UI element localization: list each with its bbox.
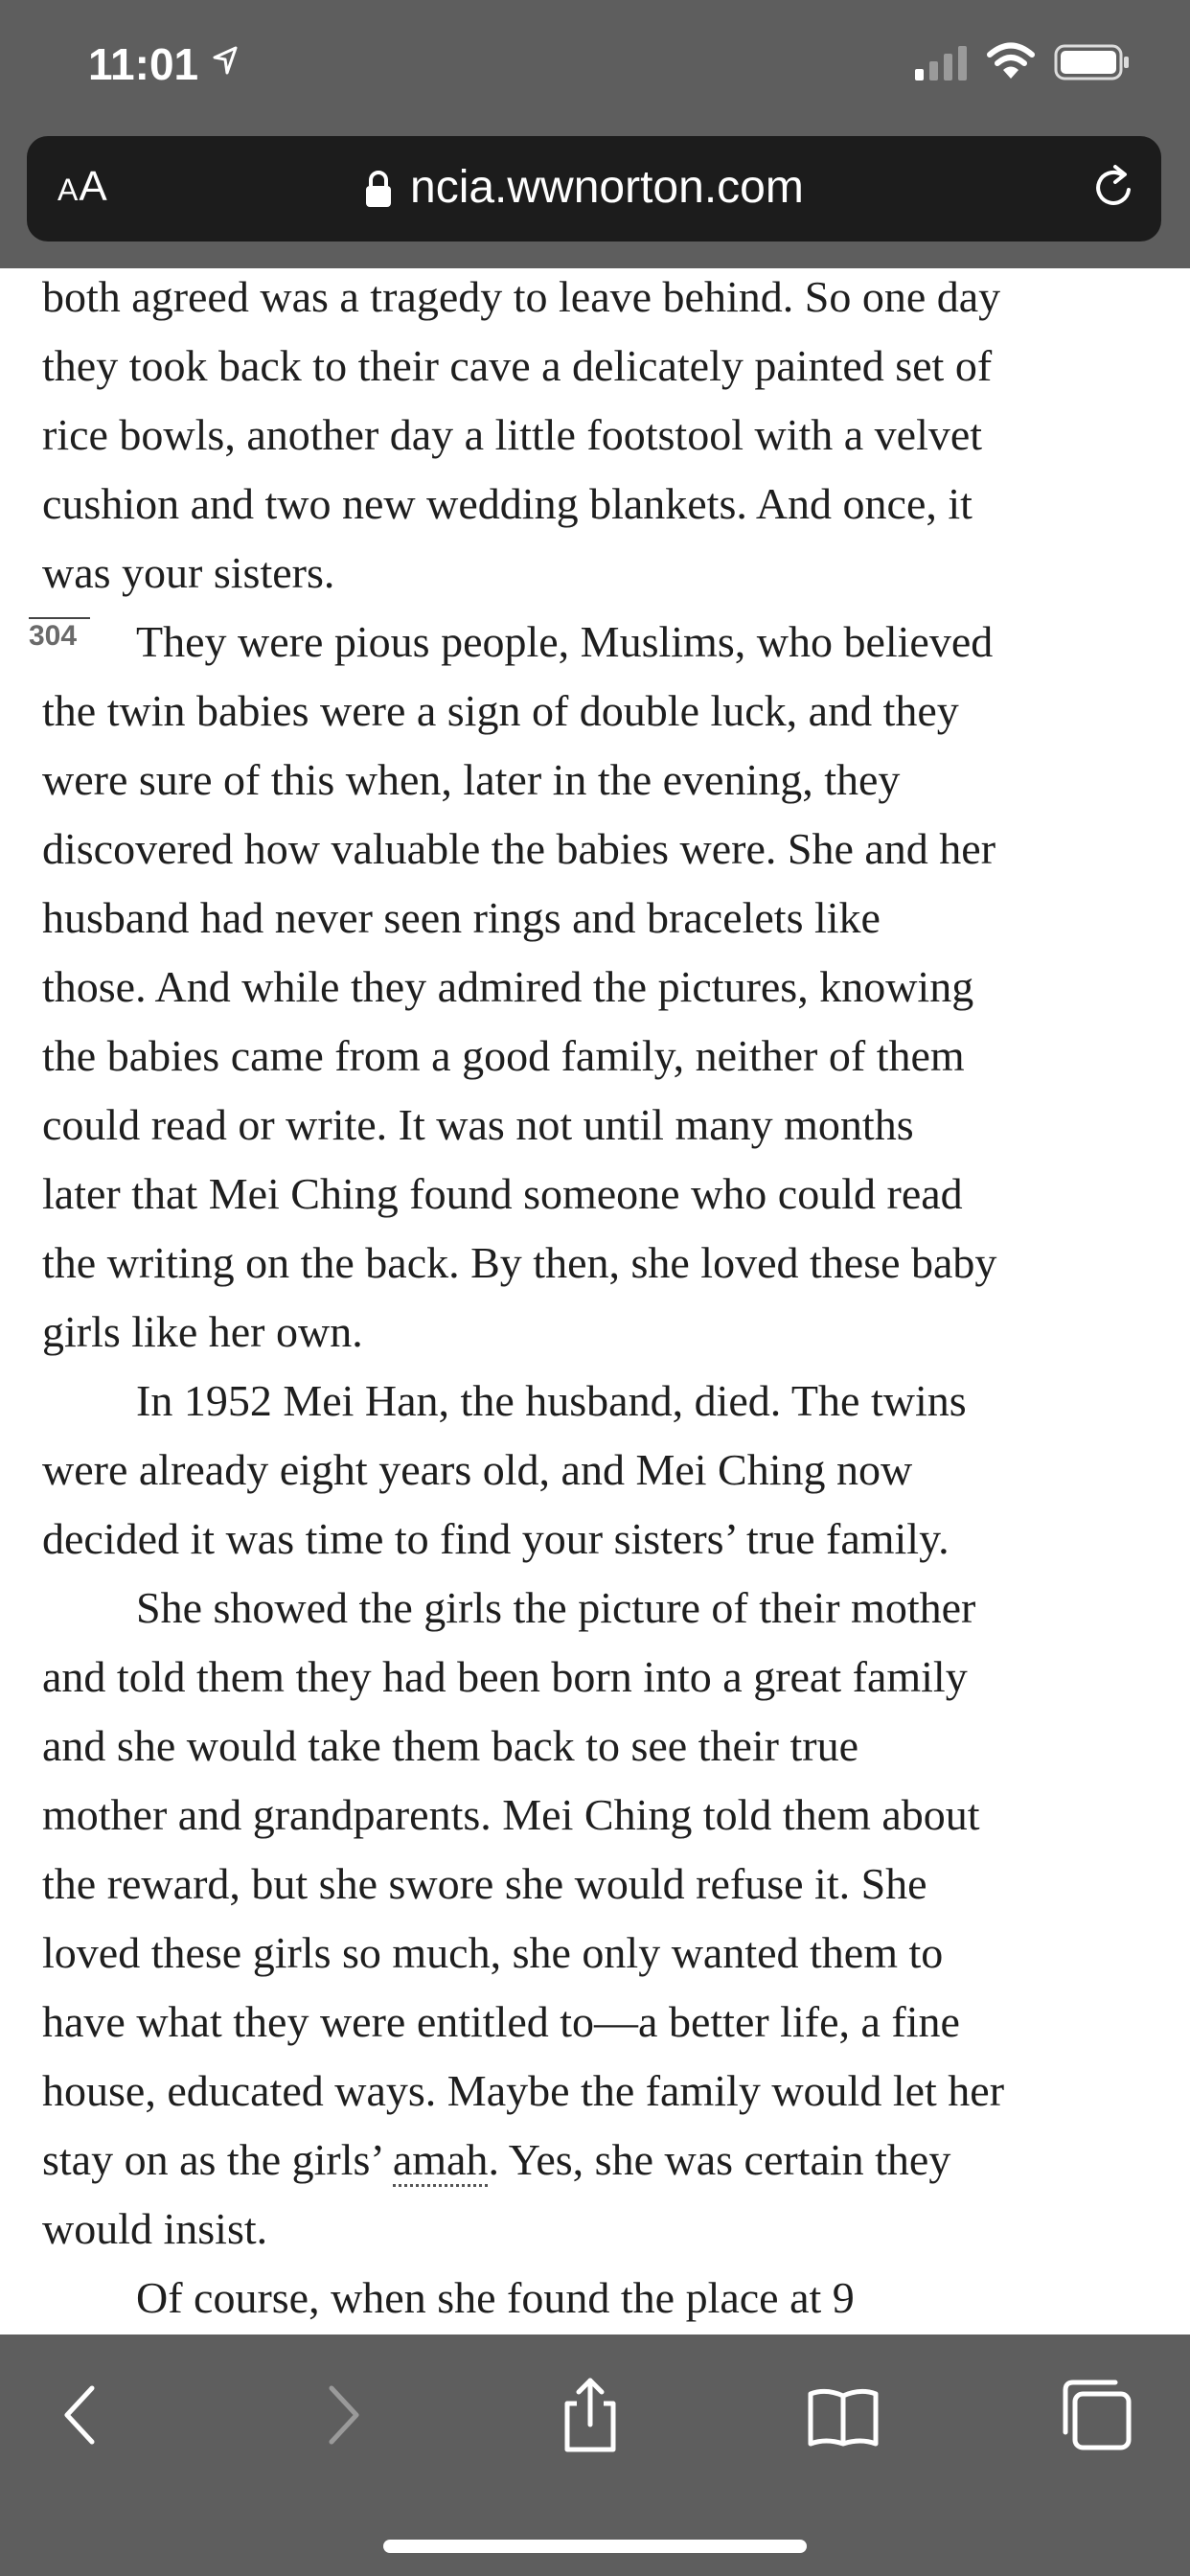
status-time: 11:01	[88, 39, 199, 89]
text-line: have what they were entitled to—a better life, a fine	[42, 1997, 960, 2046]
tabs-icon[interactable]	[1056, 2375, 1136, 2455]
text-line: decided it was time to find your sisters’ true family.	[42, 1514, 950, 1563]
chevron-left-icon[interactable]	[42, 2375, 123, 2455]
reading-content	[0, 268, 1190, 2334]
text-line: they took back to their cave a delicately painted set of	[42, 341, 993, 390]
bottom-toolbar	[0, 2334, 1190, 2576]
text-line: would insist.	[42, 2204, 268, 2253]
text-line: girls like her own.	[42, 1307, 363, 1356]
text-line: cushion and two new wedding blankets. And once, it	[42, 479, 973, 528]
chevron-right-icon[interactable]	[301, 2375, 381, 2455]
text-line: the twin babies were a sign of double luck, and they	[42, 686, 959, 735]
lock-icon	[364, 169, 393, 209]
text-line: mother and grandparents. Mei Ching told them about	[42, 1790, 980, 1839]
wifi-icon	[987, 42, 1035, 80]
text-line: house, educated ways. Maybe the family would let her	[42, 2066, 1005, 2115]
aa-large: A	[79, 163, 108, 210]
text-line: discovered how valuable the babies were. She and her	[42, 824, 996, 873]
text-fragment: stay on as the girls’	[42, 2135, 393, 2184]
text-line: They were pious people, Muslims, who believed	[136, 617, 994, 666]
battery-icon	[1054, 44, 1131, 80]
location-arrow-icon	[211, 44, 240, 77]
reload-icon[interactable]	[1088, 161, 1142, 215]
url-domain[interactable]: ncia.wwnorton.com	[410, 162, 804, 213]
text-fragment: . Yes, she was certain they	[488, 2135, 951, 2184]
cellular-signal-icon	[915, 46, 969, 80]
text-line: loved these girls so much, she only wanted them to	[42, 1928, 944, 1977]
aa-small: A	[57, 172, 80, 207]
top-chrome	[0, 0, 1190, 268]
share-icon[interactable]	[550, 2375, 630, 2455]
text-line: and told them they had been born into a great family	[42, 1652, 968, 1701]
text-line: rice bowls, another day a little footstool with a velvet	[42, 410, 983, 459]
text-line: the reward, but she swore she would refuse it. She	[42, 1859, 927, 1908]
text-line: husband had never seen rings and bracelets like	[42, 893, 881, 942]
text-line: and she would take them back to see their true	[42, 1721, 858, 1770]
text-line: In 1952 Mei Han, the husband, died. The twins	[136, 1376, 967, 1425]
text-line: those. And while they admired the pictures, knowing	[42, 962, 974, 1011]
text-line: later that Mei Ching found someone who could read	[42, 1169, 963, 1218]
home-indicator	[383, 2540, 807, 2553]
text-line: She showed the girls the picture of their mother	[136, 1583, 976, 1632]
page-number: 304	[29, 620, 78, 652]
reader-settings-button[interactable]	[57, 163, 108, 211]
url-bar[interactable]	[27, 136, 1161, 242]
text-line: were already eight years old, and Mei Ching now	[42, 1445, 913, 1494]
text-line: were sure of this when, later in the evening, they	[42, 755, 901, 804]
text-line: both agreed was a tragedy to leave behind. So one day	[42, 272, 1001, 321]
text-line: was your sisters.	[42, 548, 335, 597]
text-line: the babies came from a good family, neither of them	[42, 1031, 965, 1080]
text-line	[42, 2131, 950, 2189]
text-line: could read or write. It was not until many months	[42, 1100, 914, 1149]
book-icon[interactable]	[803, 2375, 883, 2455]
page-marker-rule	[29, 617, 90, 619]
text-line: the writing on the back. By then, she loved these baby	[42, 1238, 997, 1287]
text-line: Of course, when she found the place at 9	[136, 2273, 855, 2322]
glossary-term-link[interactable]: amah	[393, 2135, 489, 2187]
